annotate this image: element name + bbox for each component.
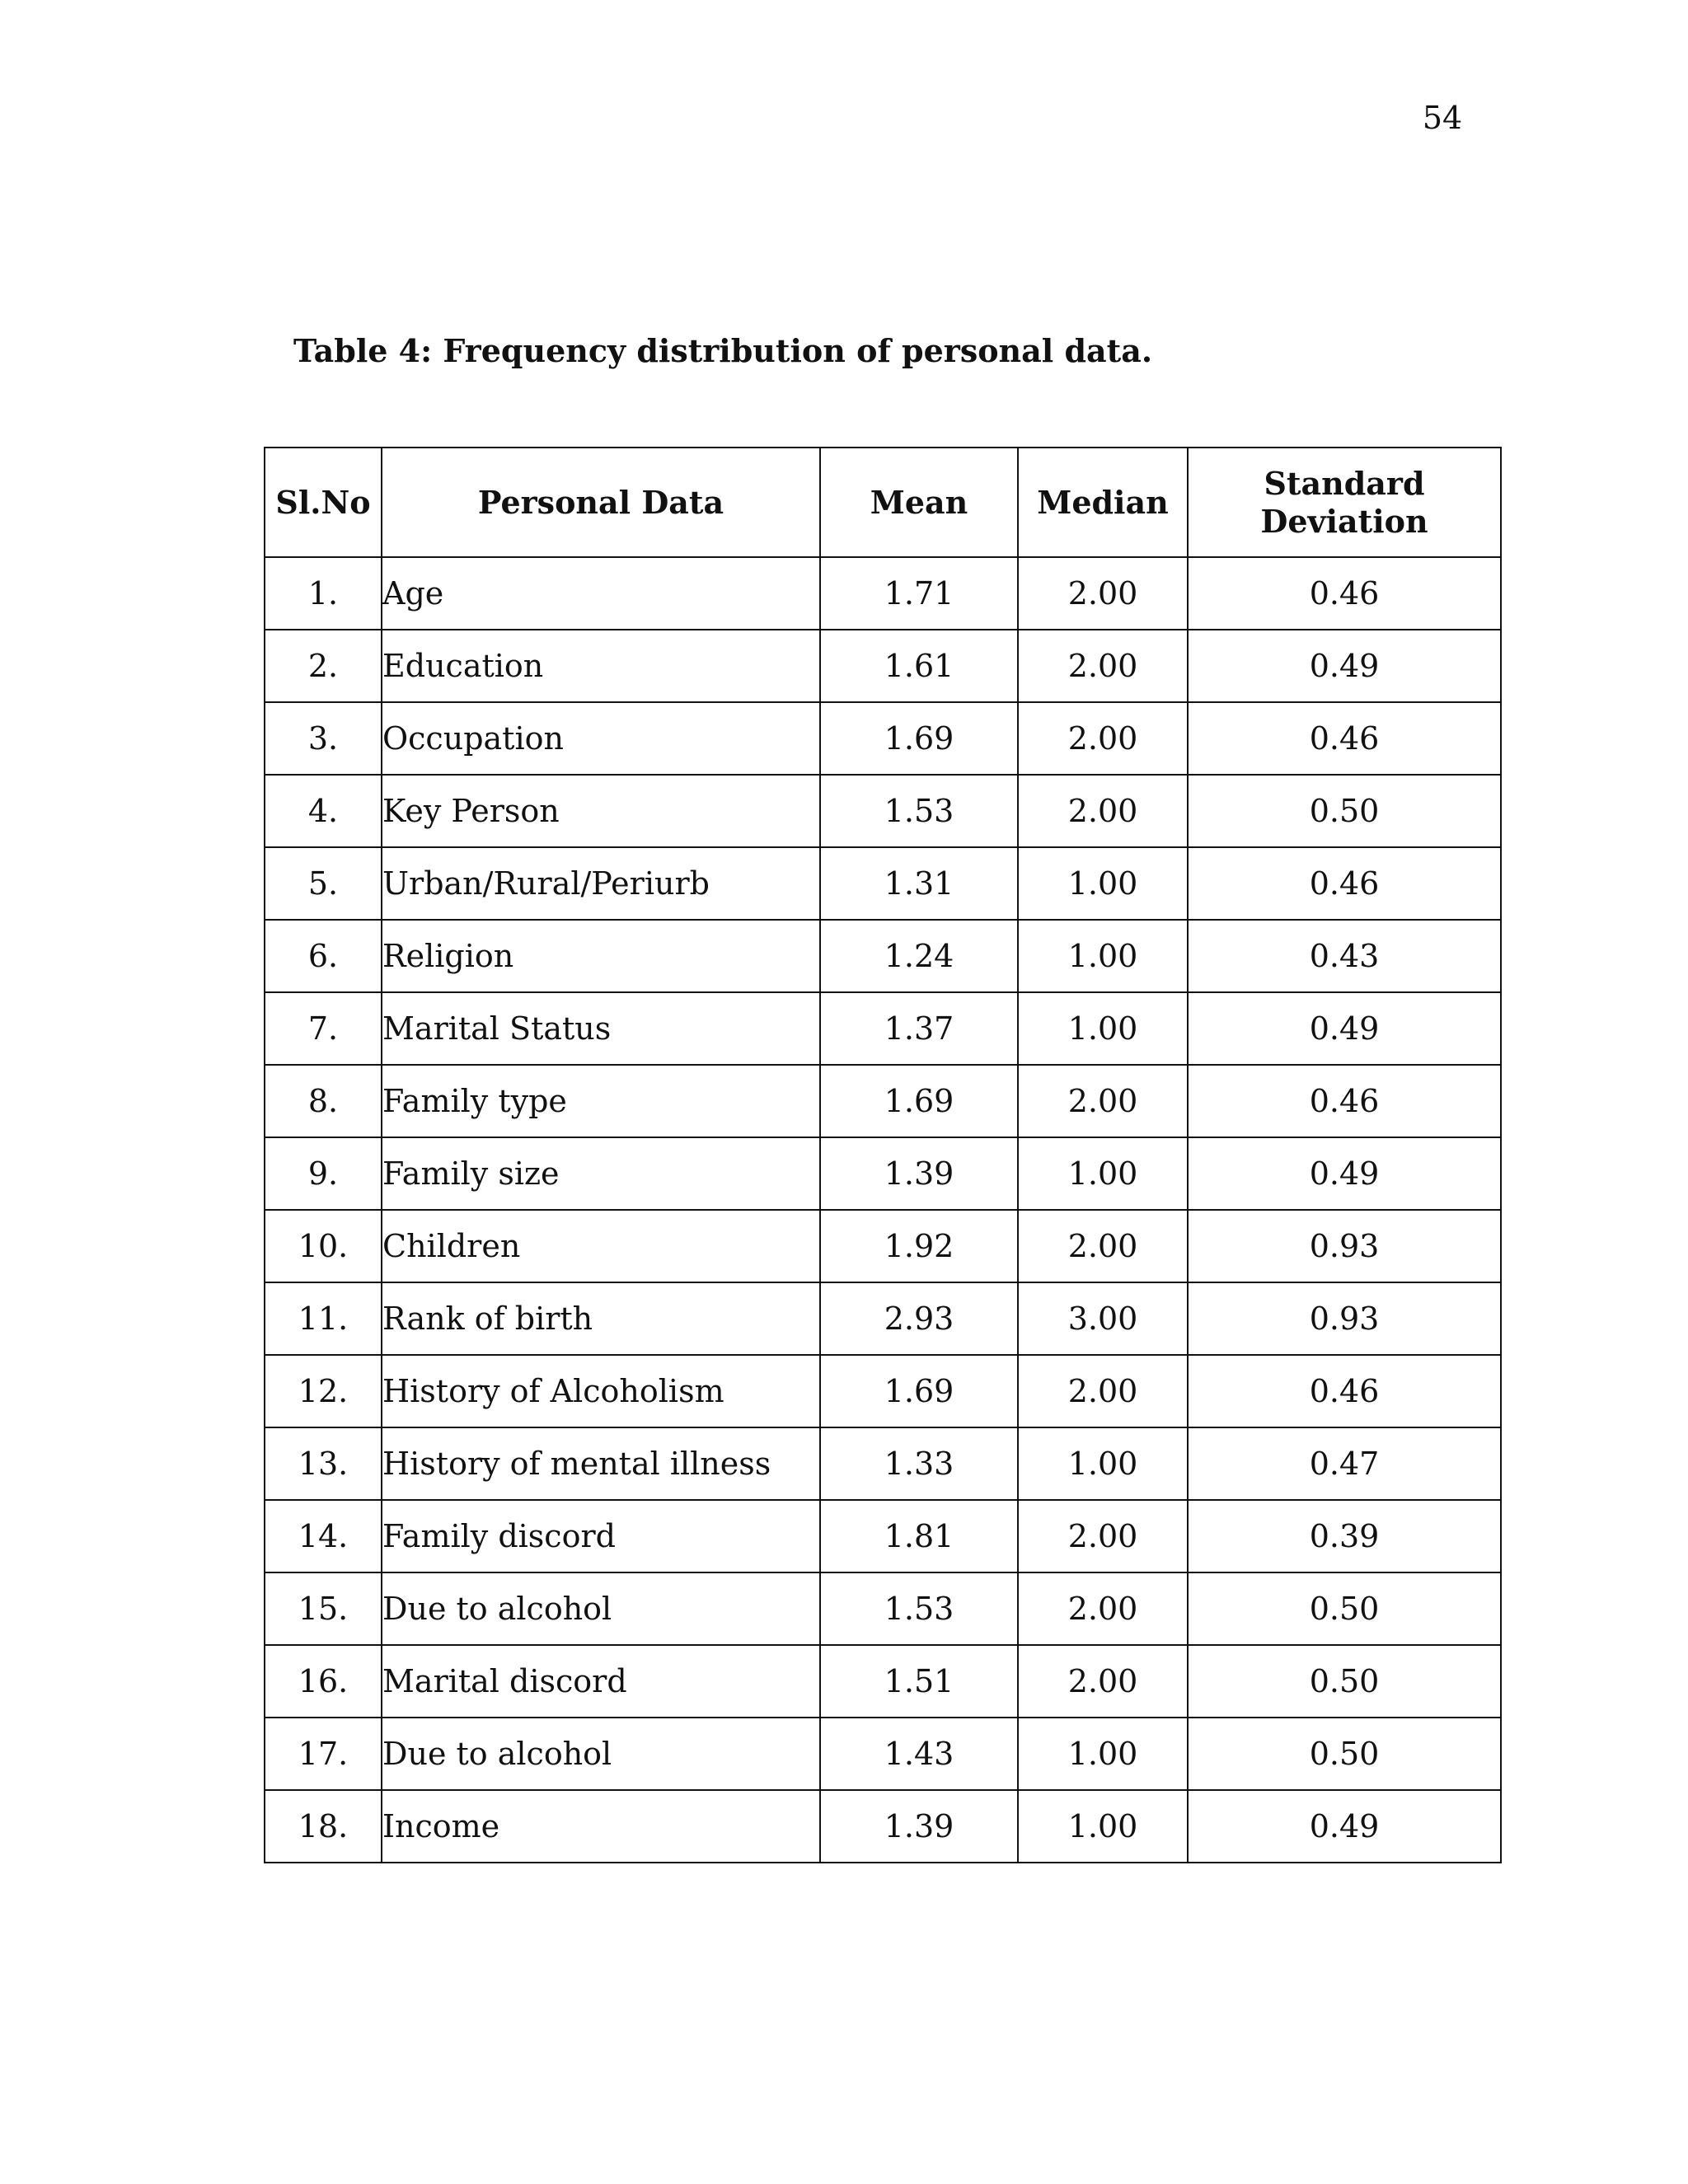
cell-mean: 1.69 [820, 1065, 1018, 1137]
cell-median: 2.00 [1018, 557, 1188, 630]
table-row [265, 630, 1501, 702]
cell-mean: 1.43 [820, 1718, 1018, 1790]
table-row [265, 702, 1501, 775]
table-row [265, 920, 1501, 992]
cell-personal-data: Due to alcohol [382, 1718, 820, 1790]
cell-personal-data: Education [382, 630, 820, 702]
table-row [265, 1790, 1501, 1863]
cell-personal-data: History of Alcoholism [382, 1355, 820, 1427]
table-row [265, 1210, 1501, 1282]
cell-median: 1.00 [1018, 1137, 1188, 1210]
table-row [265, 1427, 1501, 1500]
cell-standard-deviation: 0.50 [1188, 1718, 1501, 1790]
table-body [265, 557, 1501, 1863]
cell-median: 1.00 [1018, 1718, 1188, 1790]
cell-personal-data: Rank of birth [382, 1282, 820, 1355]
cell-personal-data: Family size [382, 1137, 820, 1210]
cell-sl-no: 18. [265, 1790, 382, 1863]
cell-median: 1.00 [1018, 1427, 1188, 1500]
header-personal-data: Personal Data [382, 448, 820, 557]
cell-standard-deviation: 0.39 [1188, 1500, 1501, 1572]
cell-mean: 1.53 [820, 1572, 1018, 1645]
table-row [265, 1645, 1501, 1718]
cell-personal-data: Due to alcohol [382, 1572, 820, 1645]
cell-personal-data: Family type [382, 1065, 820, 1137]
cell-sl-no: 13. [265, 1427, 382, 1500]
cell-median: 2.00 [1018, 702, 1188, 775]
cell-sl-no: 12. [265, 1355, 382, 1427]
cell-standard-deviation: 0.46 [1188, 702, 1501, 775]
cell-sl-no: 14. [265, 1500, 382, 1572]
cell-personal-data: Religion [382, 920, 820, 992]
cell-sl-no: 5. [265, 847, 382, 920]
cell-sl-no: 3. [265, 702, 382, 775]
cell-median: 2.00 [1018, 1572, 1188, 1645]
cell-sl-no: 17. [265, 1718, 382, 1790]
table-row [265, 1355, 1501, 1427]
cell-standard-deviation: 0.49 [1188, 992, 1501, 1065]
cell-personal-data: Occupation [382, 702, 820, 775]
cell-median: 2.00 [1018, 1210, 1188, 1282]
cell-personal-data: Income [382, 1790, 820, 1863]
cell-personal-data: Marital discord [382, 1645, 820, 1718]
cell-median: 2.00 [1018, 775, 1188, 847]
cell-mean: 2.93 [820, 1282, 1018, 1355]
cell-median: 3.00 [1018, 1282, 1188, 1355]
cell-sl-no: 9. [265, 1137, 382, 1210]
cell-sl-no: 4. [265, 775, 382, 847]
cell-standard-deviation: 0.46 [1188, 847, 1501, 920]
cell-mean: 1.39 [820, 1790, 1018, 1863]
cell-median: 2.00 [1018, 1065, 1188, 1137]
cell-mean: 1.31 [820, 847, 1018, 920]
cell-standard-deviation: 0.50 [1188, 775, 1501, 847]
cell-mean: 1.33 [820, 1427, 1018, 1500]
header-mean: Mean [820, 448, 1018, 557]
cell-personal-data: Key Person [382, 775, 820, 847]
table-row [265, 992, 1501, 1065]
cell-standard-deviation: 0.93 [1188, 1210, 1501, 1282]
cell-sl-no: 10. [265, 1210, 382, 1282]
table-caption: Table 4: Frequency distribution of personal data. [293, 332, 1153, 369]
cell-standard-deviation: 0.49 [1188, 1790, 1501, 1863]
cell-standard-deviation: 0.47 [1188, 1427, 1501, 1500]
cell-mean: 1.61 [820, 630, 1018, 702]
table-header [265, 448, 1501, 557]
cell-standard-deviation: 0.43 [1188, 920, 1501, 992]
header-sd-line1: Standard [1264, 464, 1425, 502]
cell-sl-no: 2. [265, 630, 382, 702]
cell-sl-no: 11. [265, 1282, 382, 1355]
cell-mean: 1.39 [820, 1137, 1018, 1210]
table-row [265, 775, 1501, 847]
table-row [265, 1572, 1501, 1645]
cell-mean: 1.92 [820, 1210, 1018, 1282]
cell-standard-deviation: 0.50 [1188, 1645, 1501, 1718]
cell-median: 1.00 [1018, 1790, 1188, 1863]
cell-mean: 1.24 [820, 920, 1018, 992]
table-row [265, 847, 1501, 920]
cell-median: 2.00 [1018, 1355, 1188, 1427]
personal-data-table [264, 447, 1502, 1863]
cell-mean: 1.81 [820, 1500, 1018, 1572]
cell-standard-deviation: 0.46 [1188, 1355, 1501, 1427]
cell-standard-deviation: 0.49 [1188, 630, 1501, 702]
cell-personal-data: History of mental illness [382, 1427, 820, 1500]
cell-personal-data: Age [382, 557, 820, 630]
cell-sl-no: 7. [265, 992, 382, 1065]
cell-standard-deviation: 0.49 [1188, 1137, 1501, 1210]
header-row [265, 448, 1501, 557]
cell-mean: 1.53 [820, 775, 1018, 847]
header-sd-line2: Deviation [1260, 502, 1428, 540]
cell-mean: 1.71 [820, 557, 1018, 630]
cell-personal-data: Family discord [382, 1500, 820, 1572]
cell-standard-deviation: 0.93 [1188, 1282, 1501, 1355]
table-row [265, 1137, 1501, 1210]
cell-personal-data: Children [382, 1210, 820, 1282]
cell-median: 1.00 [1018, 992, 1188, 1065]
cell-sl-no: 15. [265, 1572, 382, 1645]
cell-standard-deviation: 0.46 [1188, 1065, 1501, 1137]
page-number: 54 [1422, 100, 1463, 136]
cell-median: 2.00 [1018, 630, 1188, 702]
table-row [265, 1500, 1501, 1572]
cell-median: 1.00 [1018, 847, 1188, 920]
cell-mean: 1.51 [820, 1645, 1018, 1718]
cell-sl-no: 16. [265, 1645, 382, 1718]
header-median: Median [1018, 448, 1188, 557]
cell-personal-data: Marital Status [382, 992, 820, 1065]
cell-mean: 1.69 [820, 702, 1018, 775]
cell-standard-deviation: 0.46 [1188, 557, 1501, 630]
cell-median: 2.00 [1018, 1645, 1188, 1718]
cell-personal-data: Urban/Rural/Periurb [382, 847, 820, 920]
table-row [265, 557, 1501, 630]
cell-median: 2.00 [1018, 1500, 1188, 1572]
cell-mean: 1.37 [820, 992, 1018, 1065]
header-sl-no: Sl.No [265, 448, 382, 557]
cell-sl-no: 6. [265, 920, 382, 992]
table-row [265, 1718, 1501, 1790]
table-row [265, 1282, 1501, 1355]
table-row [265, 1065, 1501, 1137]
cell-standard-deviation: 0.50 [1188, 1572, 1501, 1645]
header-standard-deviation [1188, 448, 1501, 557]
cell-sl-no: 8. [265, 1065, 382, 1137]
cell-mean: 1.69 [820, 1355, 1018, 1427]
cell-median: 1.00 [1018, 920, 1188, 992]
cell-sl-no: 1. [265, 557, 382, 630]
